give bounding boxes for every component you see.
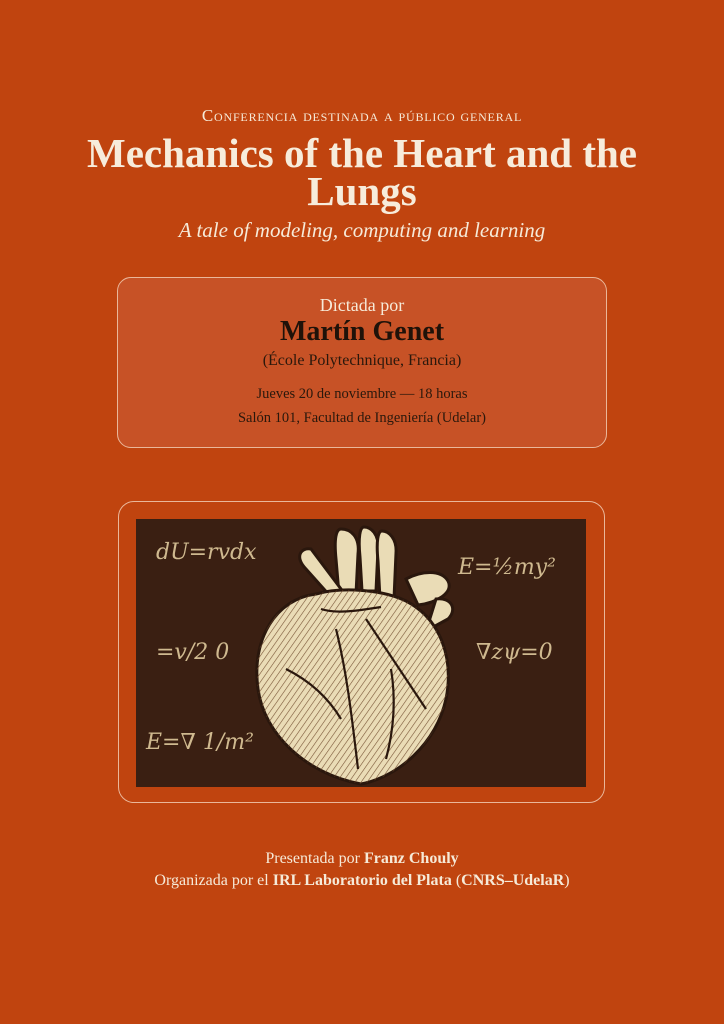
organizer-partner: CNRS–UdelaR (461, 872, 565, 889)
equation-3: =v/2 0 (156, 640, 230, 665)
speaker-box (117, 277, 607, 448)
heart-drawing (136, 519, 586, 787)
presenter-name: Franz Chouly (363, 850, 459, 867)
presented-by (0, 848, 724, 870)
organizer-paren-close: ) (564, 872, 570, 889)
equation-2: E=½my² (458, 555, 556, 580)
poster-subtitle: A tale of modeling, computing and learning (178, 218, 546, 242)
event-date: Jueves 20 de noviembre — 18 horas (256, 386, 468, 402)
speaker-affiliation: (École Polytechnique, Francia) (262, 352, 462, 369)
heart-illustration (136, 519, 586, 787)
speaker-intro: Dictada por (319, 295, 405, 315)
presented-prefix: Presentada por (265, 850, 364, 867)
equation-5: E=∇ 1/m² (146, 730, 254, 755)
speaker-name: Martín Genet (279, 316, 445, 347)
organizer-name: IRL Laboratorio del Plata (272, 872, 452, 889)
event-place: Salón 101, Facultad de Ingeniería (Udelar) (237, 410, 487, 426)
illustration-frame (118, 501, 605, 803)
poster-title: Mechanics of the Heart and the Lungs (87, 130, 637, 214)
equation-4: ∇zψ=0 (476, 640, 553, 665)
equation-1: dU=rvdx (156, 540, 257, 565)
organized-by (0, 870, 724, 892)
poster-kicker: Conferencia destinada a público general (201, 106, 523, 125)
credits (0, 848, 724, 892)
organized-prefix: Organizada por el (154, 872, 273, 889)
organizer-paren-open: ( (451, 872, 462, 889)
